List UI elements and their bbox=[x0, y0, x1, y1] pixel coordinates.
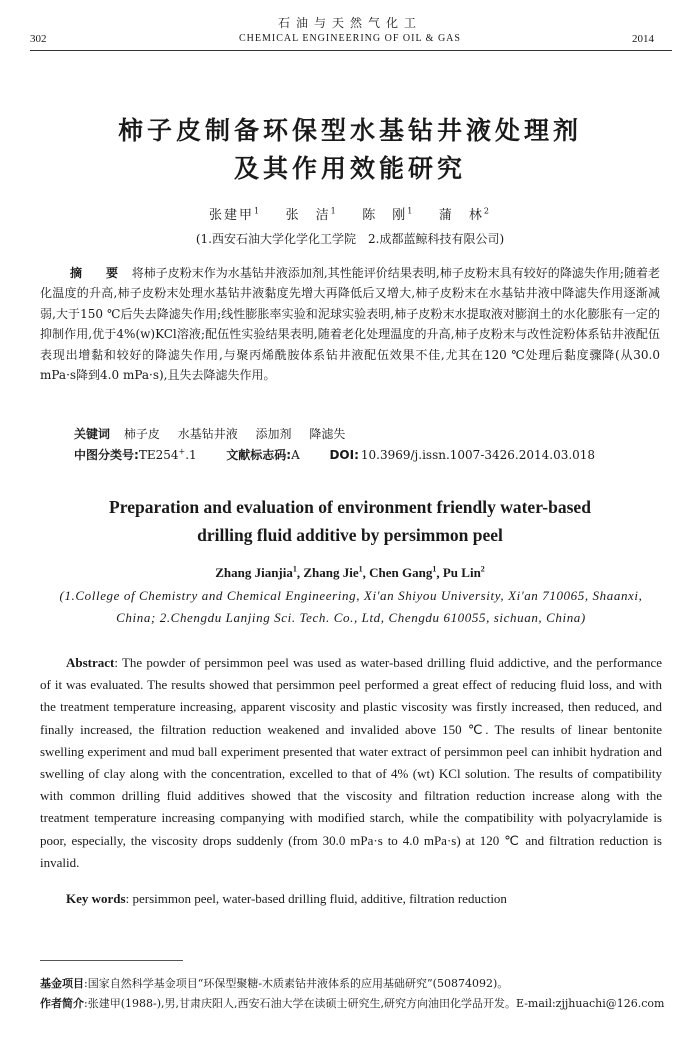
journal-title-en: CHEMICAL ENGINEERING OF OIL & GAS bbox=[239, 33, 461, 44]
author-cn: 陈 刚$^1$ bbox=[362, 206, 415, 223]
abstract-en: Abstract: The powder of persimmon peel was used as water-based drilling fluid addictive, and the performance of it was evaluated. The results showed that persimmon peel performed a great effect of reducing fluid loss, and with the treatment temperature increasing, apparent viscosity and plastic viscosity was firstly increased, then reduced, and finally increased, the filtration reduction weakened and invalided above 150 ℃. The results of linear bentonite swelling experiment and mud ball experiment presented that water extract of persimmon peel can inhibit hydration and swelling of clay along with the concentration, excelled to that of 4% (wt) KCl solution. The results of compatibility with common drilling fluid additives showed that the viscosity and filtration reduction increase along with the treatment temperature increasing companying with modified starch, while the compatibility with polyacrylamide is poor, especially, the viscosity drops suddenly (from 30.0 mPa·s to 4.0 mPa·s) at 120 ℃ and filtration reduction is invalid. bbox=[40, 655, 662, 870]
doi-value[interactable]: 10.3969/j.issn.1007-3426.2014.03.018 bbox=[360, 448, 596, 462]
author-en: Pu Lin$^2$ bbox=[442, 565, 485, 581]
abstract-cn-text: 将柿子皮粉末作为水基钻井液添加剂,其性能评价结果表明,柿子皮粉末具有较好的降滤失作用;随着老化温度的升高,柿子皮粉末处理水基钻井液黏度先增大再降低后又增大,柿子皮粉末在水基钻井液中降滤失作用逐渐减弱,大于150 ℃后失去降滤失作用;线性膨胀率实验和泥球实验表明,柿子皮粉末水提取液对膨润土的水化膨胀有一定的抑制作用,优于4%(w)KCl溶液;配伍性实验结果表明,随着老化处理温度的升高,柿子皮粉末与改性淀粉体系钻井液配伍表现出增黏和较好的降滤失作用,与聚丙烯酰胺体系钻井液配伍效果不佳,尤其在120 ℃处理后黏度骤降(从30.0 mPa·s降到4.0 mPa·s),且失去降滤失作用。 bbox=[40, 266, 660, 383]
keyword-cn: 柿子皮 bbox=[123, 427, 160, 441]
keywords-en-label: Key words bbox=[66, 891, 126, 906]
clc-sup: + bbox=[178, 447, 186, 456]
keywords-en: Key words: persimmon peel, water-based drilling fluid, additive, filtration reduction bbox=[66, 891, 507, 906]
author-en: Zhang Jianjia$^1$ bbox=[215, 565, 297, 581]
author-note-text: :张建甲(1988-),男,甘肃庆阳人,西安石油大学在读硕士研究生,研究方向油田化学品开发。E-mail:zjjhuachi@126.com bbox=[84, 997, 665, 1010]
keyword-cn: 降滤失 bbox=[309, 427, 346, 441]
clc-value: TE254 bbox=[138, 448, 179, 462]
doi-label: DOI: bbox=[329, 448, 359, 462]
doc-code-value: A bbox=[291, 448, 300, 462]
abstract-cn-label: 摘 要 bbox=[70, 266, 125, 280]
header-rule bbox=[30, 50, 672, 51]
journal-title-cn: 石油与天然气化工 bbox=[277, 16, 422, 30]
author-cn: 张建甲$^1$ bbox=[208, 206, 262, 223]
affiliations-cn: (1.西安石油大学化学化工学院 2.成都蓝鲸科技有限公司) bbox=[195, 232, 505, 246]
author-cn: 张 洁$^1$ bbox=[285, 206, 338, 223]
running-header bbox=[0, 14, 700, 49]
abstract-cn bbox=[40, 263, 660, 385]
doc-code-label: 文献标志码: bbox=[226, 448, 292, 462]
author-en: Zhang Jie$^1$ bbox=[303, 565, 363, 581]
affiliations-en: (1.College of Chemistry and Chemical Engineering, Xi'an Shiyou University, Xi'an 710065, Shaanxi, China; 2.Chengdu Lanjing Sci. Tech. Co., Ltd, Chengdu 610055, sichuan, China) bbox=[59, 588, 643, 625]
clc-suffix: .1 bbox=[185, 448, 197, 462]
classification-line bbox=[74, 446, 595, 463]
keywords-cn bbox=[74, 425, 359, 442]
footnote-rule bbox=[40, 960, 183, 961]
article-title-cn bbox=[0, 112, 700, 188]
page-number: 302 bbox=[30, 33, 47, 45]
keywords-cn-label: 关键词 bbox=[74, 427, 111, 441]
keywords-en-text: persimmon peel, water-based drilling fluid, additive, filtration reduction bbox=[132, 891, 507, 906]
header-year: 2014 bbox=[632, 33, 654, 45]
keyword-cn: 水基钻井液 bbox=[177, 427, 238, 441]
clc-label: 中图分类号: bbox=[74, 448, 139, 462]
abstract-en-text: The powder of persimmon peel was used as water-based drilling fluid addictive, and the performance of it was evaluated. The results showed that persimmon peel performed a great effect of reducing fluid loss, and with the treatment temperature increasing, apparent viscosity and plastic viscosity was firstly increased, then reduced, and finally increased, the filtration reduction weakened and invalided above 150 ℃. The results of linear bentonite swelling experiment and mud ball experiment presented that water extract of persimmon peel can inhibit hydration and swelling of clay along with the concentration, excelled to that of 4% (wt) KCl solution. The results of compatibility with common drilling fluid additives showed that the viscosity and filtration reduction increase along with the treatment temperature increasing companying with modified starch, while the compatibility with polyacrylamide is poor, especially, the viscosity drops suddenly (from 30.0 mPa·s to 4.0 mPa·s) at 120 ℃ and filtration reduction is invalid. bbox=[40, 655, 662, 870]
title-en-line-1: Preparation and evaluation of environment friendly water-based bbox=[109, 497, 591, 517]
title-cn-line-1: 柿子皮制备环保型水基钻井液处理剂 bbox=[117, 116, 582, 145]
author-cn: 蒲 林$^2$ bbox=[438, 206, 492, 223]
author-list-cn bbox=[0, 204, 700, 223]
fund-label: 基金项目 bbox=[40, 977, 84, 990]
author-list-en: Zhang Jianjia$^1$, Zhang Jie$^1$, Chen Gang$^1$, Pu Lin$^2$ bbox=[215, 565, 485, 581]
abstract-en-label: Abstract bbox=[66, 655, 115, 670]
fund-text: :国家自然科学基金项目“环保型聚糖-木质素钻井液体系的应用基础研究”(50874092)。 bbox=[84, 977, 509, 990]
article-title-en bbox=[0, 493, 700, 549]
author-note bbox=[40, 994, 695, 1014]
keyword-cn: 添加剂 bbox=[255, 427, 292, 441]
author-en: Chen Gang$^1$ bbox=[369, 565, 437, 581]
fund-note bbox=[40, 975, 508, 991]
author-note-label: 作者简介 bbox=[40, 997, 84, 1010]
title-en-line-2: drilling fluid additive by persimmon peel bbox=[197, 525, 503, 545]
title-cn-line-2: 及其作用效能研究 bbox=[233, 154, 466, 183]
